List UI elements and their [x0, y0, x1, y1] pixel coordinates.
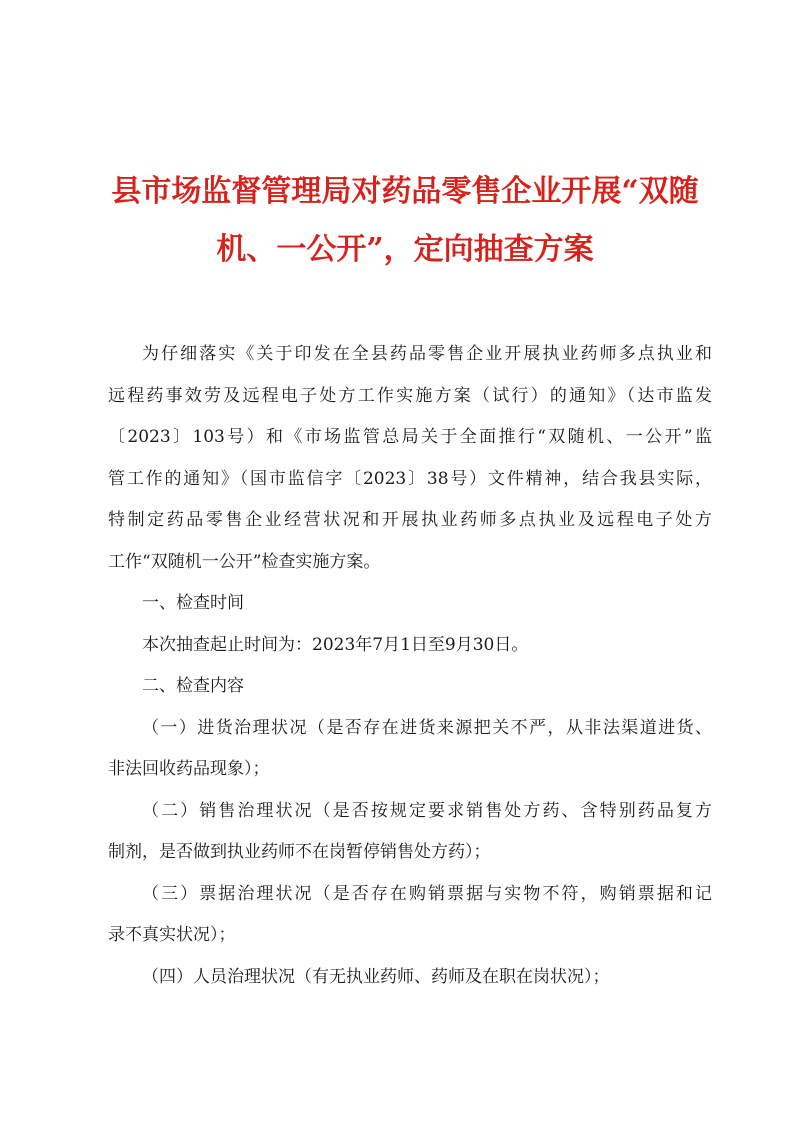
document-title: [100, 163, 710, 279]
item1-line-1: （一）进货治理状况（是否存在进货来源把关不严，从非法渠道进货、: [142, 717, 712, 738]
item3-line-2: 录不真实状况）；: [108, 925, 236, 945]
section1-text: 本次抽查起止时间为：2023年7月1日至9月30日。: [142, 634, 529, 655]
title-line-1: 县市场监督管理局对药品零售企业开展“双随: [111, 174, 699, 209]
item2-paragraph: [108, 791, 712, 874]
item2-line-1: （二）销售治理状况（是否按规定要求销售处方药、含特别药品复方: [142, 800, 712, 821]
intro-line-5: 特制定药品零售企业经营状况和开展执业药师多点执业及远程电子处方: [108, 510, 712, 530]
item1-paragraph: [108, 708, 712, 791]
section1-text-paragraph: [108, 625, 712, 667]
item2-line-2: 制剂，是否做到执业药师不在岗暂停销售处方药）；: [108, 842, 491, 862]
section1-heading-paragraph: [108, 583, 712, 625]
intro-line-3: 〔2023〕103号）和《市场监管总局关于全面推行“双随机、一公开”监: [108, 427, 712, 447]
intro-line-2: 远程药事效劳及远程电子处方工作实施方案（试行）的通知》（达市监发: [108, 385, 712, 406]
intro-line-4: 管工作的通知》（国市监信字〔2023〕38号）文件精神，结合我县实际，: [108, 468, 712, 489]
section2-heading: 二、检查内容: [142, 676, 244, 696]
section1-heading: 一、检查时间: [142, 593, 244, 613]
item3-line-1: （三）票据治理状况（是否存在购销票据与实物不符，购销票据和记: [142, 883, 712, 904]
intro-paragraph: [108, 334, 712, 583]
document-body: [108, 334, 712, 998]
item3-paragraph: [108, 874, 712, 957]
item1-line-2: 非法回收药品现象）；: [108, 759, 270, 779]
title-line-2: 机、一公开”，定向抽查方案: [216, 232, 594, 267]
item4-line-1: （四）人员治理状况（有无执业药师、药师及在职在岗状况）；: [142, 966, 610, 987]
intro-line-1: 为仔细落实《关于印发在全县药品零售企业开展执业药师多点执业和: [142, 344, 712, 364]
item4-paragraph: [108, 957, 712, 999]
section2-heading-paragraph: [108, 666, 712, 708]
intro-line-6: 工作“双随机一公开”检查实施方案。: [108, 551, 381, 572]
